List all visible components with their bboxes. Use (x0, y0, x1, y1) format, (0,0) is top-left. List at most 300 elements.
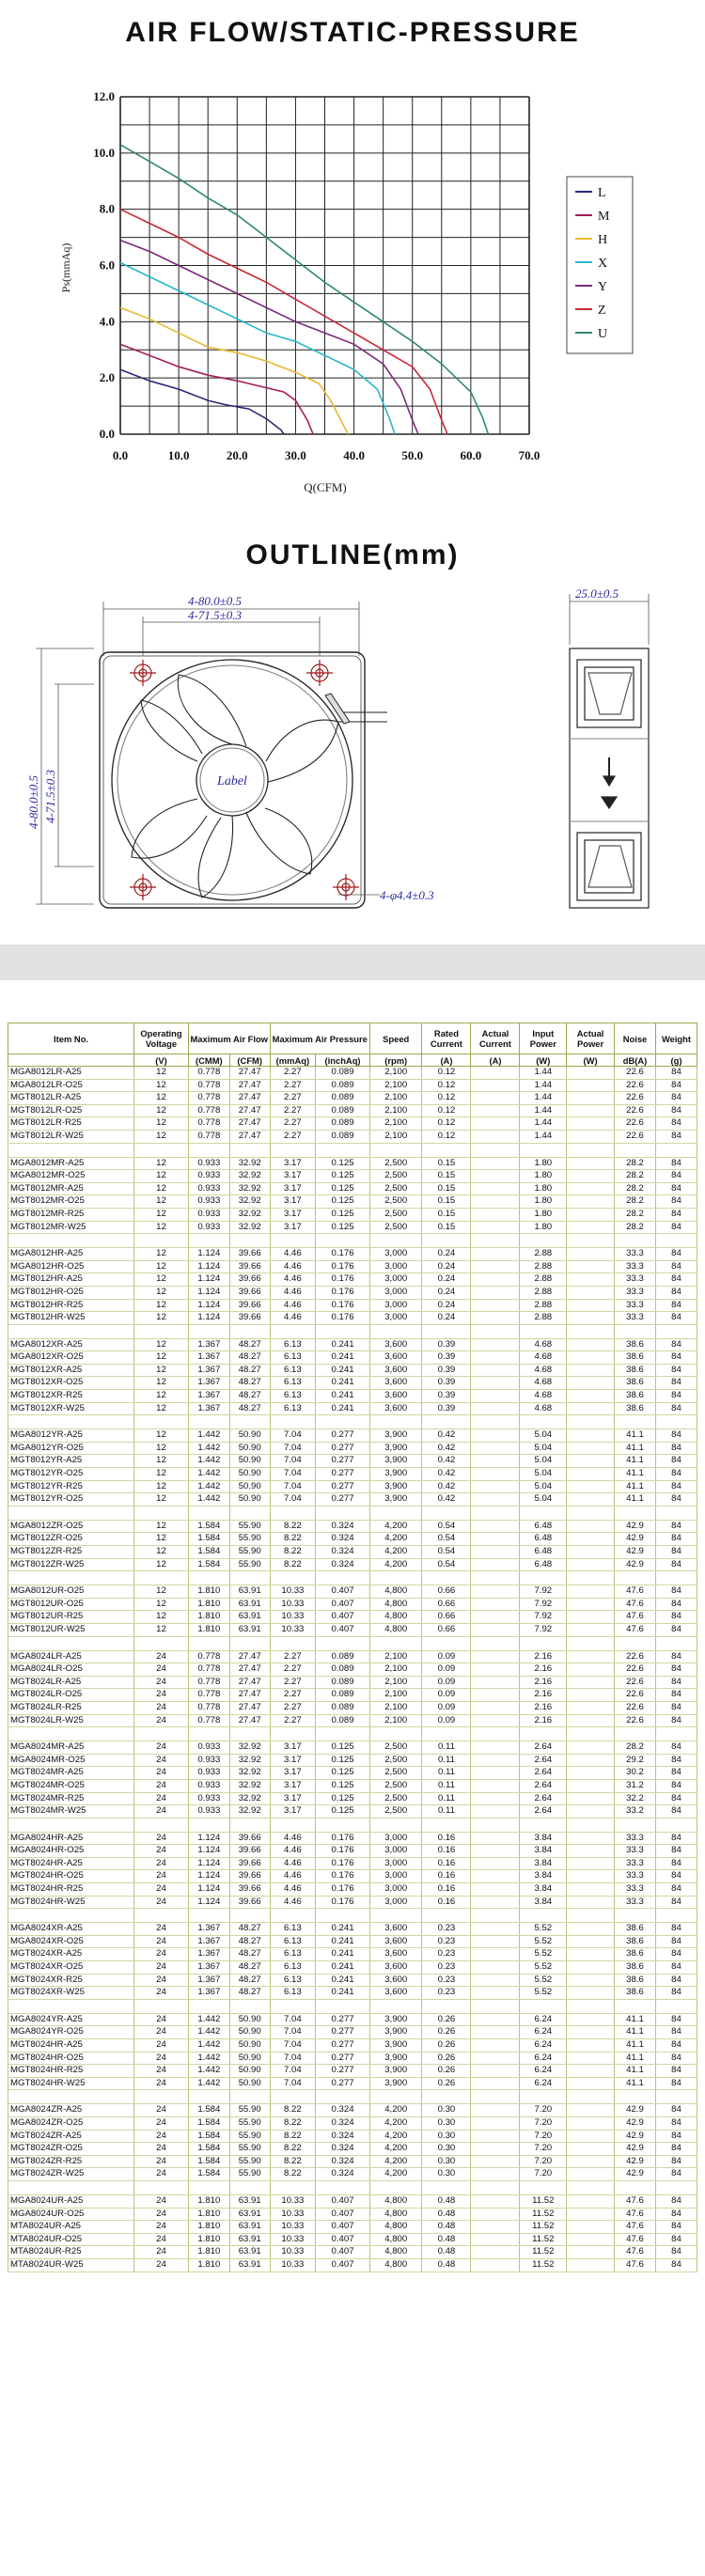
cell-speed: 2,500 (369, 1221, 421, 1234)
cell-rated-current: 0.15 (422, 1221, 471, 1234)
cell-rated-current: 0.12 (422, 1130, 471, 1143)
cell-rated-current: 0.26 (422, 2065, 471, 2078)
cell-inchaq: 0.125 (316, 1779, 370, 1792)
cell-mmaq: 8.22 (270, 2116, 316, 2130)
table-row (8, 1079, 697, 1092)
cell-speed: 3,900 (369, 2052, 421, 2065)
cell-voltage: 12 (134, 1585, 189, 1599)
cell-noise: 28.2 (615, 1221, 656, 1234)
cell-mmaq: 8.22 (270, 1533, 316, 1546)
th-air-flow: Maximum Air Flow (188, 1023, 270, 1054)
cell-cfm: 39.66 (229, 1248, 270, 1261)
x-tick-label: 10.0 (167, 448, 190, 462)
cell-mmaq: 3.17 (270, 1221, 316, 1234)
cell-inchaq: 0.089 (316, 1650, 370, 1663)
cell-actual-power (567, 2013, 615, 2026)
cell-cfm: 63.91 (229, 1585, 270, 1599)
dim-715-label: 4-71.5±0.3 (188, 608, 242, 622)
cell-weight: 84 (655, 1130, 697, 1143)
cell-speed: 2,500 (369, 1157, 421, 1170)
table-row (8, 1533, 697, 1546)
table-row (8, 1364, 697, 1377)
cell-speed: 2,100 (369, 1676, 421, 1689)
cell-noise: 38.6 (615, 1390, 656, 1403)
airflow-title: AIR FLOW/STATIC-PRESSURE (125, 17, 580, 48)
cell-voltage: 12 (134, 1558, 189, 1571)
cell-cmm: 0.933 (188, 1767, 229, 1780)
cell-item-no: MGA8024YR-A25 (8, 2013, 134, 2026)
cell-voltage: 24 (134, 1935, 189, 1948)
cell-actual-power (567, 1520, 615, 1533)
cell-mmaq: 4.46 (270, 1248, 316, 1261)
cell-actual-power (567, 1067, 615, 1080)
cell-rated-current: 0.09 (422, 1714, 471, 1727)
cell-item-no: MGT8024MR-R25 (8, 1792, 134, 1805)
cell-actual-power (567, 1299, 615, 1312)
cell-mmaq: 6.13 (270, 1402, 316, 1415)
cell-inchaq: 0.176 (316, 1896, 370, 1909)
cell-mmaq: 3.17 (270, 1170, 316, 1183)
cell-speed: 4,200 (369, 2143, 421, 2156)
cell-noise: 28.2 (615, 1208, 656, 1221)
table-row (8, 2168, 697, 2181)
cell-voltage: 24 (134, 1650, 189, 1663)
cell-weight: 84 (655, 1923, 697, 1936)
cell-weight: 84 (655, 1598, 697, 1611)
cell-mmaq: 3.17 (270, 1208, 316, 1221)
cell-cfm: 48.27 (229, 1923, 270, 1936)
cell-mmaq: 6.13 (270, 1974, 316, 1987)
cell-inchaq: 0.324 (316, 2116, 370, 2130)
cell-actual-power (567, 2258, 615, 2272)
cell-input-power: 7.92 (520, 1611, 567, 1624)
cell-input-power: 1.44 (520, 1117, 567, 1131)
cell-weight: 84 (655, 1832, 697, 1845)
cell-input-power: 4.68 (520, 1377, 567, 1390)
cell-noise: 41.1 (615, 2013, 656, 2026)
table-row (8, 1104, 697, 1117)
cell-rated-current: 0.23 (422, 1923, 471, 1936)
cell-mmaq: 7.04 (270, 2013, 316, 2026)
cell-mmaq: 3.17 (270, 1195, 316, 1209)
cell-voltage: 24 (134, 1961, 189, 1975)
cell-noise: 41.1 (615, 1480, 656, 1493)
table-row (8, 1558, 697, 1571)
cell-cmm: 1.584 (188, 2168, 229, 2181)
cell-mmaq: 10.33 (270, 1611, 316, 1624)
cell-rated-current: 0.12 (422, 1092, 471, 1105)
cell-rated-current: 0.23 (422, 1935, 471, 1948)
cell-noise: 22.6 (615, 1650, 656, 1663)
table-row (8, 2077, 697, 2090)
cell-voltage: 12 (134, 1429, 189, 1443)
cell-cmm: 0.778 (188, 1117, 229, 1131)
cell-voltage: 12 (134, 1402, 189, 1415)
cell-actual-current (471, 1546, 520, 1559)
cell-inchaq: 0.125 (316, 1182, 370, 1195)
table-row (8, 2246, 697, 2259)
cell-actual-power (567, 1208, 615, 1221)
cell-actual-power (567, 1754, 615, 1767)
chart-lines (120, 145, 489, 434)
cell-actual-current (471, 1779, 520, 1792)
cell-cfm: 63.91 (229, 2208, 270, 2221)
cell-weight: 84 (655, 1650, 697, 1663)
cell-item-no: MGT8012XR-R25 (8, 1390, 134, 1403)
cell-actual-current (471, 2130, 520, 2143)
cell-input-power: 6.48 (520, 1558, 567, 1571)
cell-actual-power (567, 2208, 615, 2221)
cell-input-power: 5.52 (520, 1948, 567, 1961)
cell-cfm: 39.66 (229, 1273, 270, 1287)
cell-input-power: 2.88 (520, 1312, 567, 1325)
cell-actual-power (567, 2221, 615, 2234)
spec-table (8, 1023, 697, 2272)
cell-speed: 4,200 (369, 1520, 421, 1533)
cell-mmaq: 7.04 (270, 2039, 316, 2053)
cell-input-power: 6.24 (520, 2013, 567, 2026)
cell-weight: 84 (655, 2233, 697, 2246)
cell-speed: 2,500 (369, 1779, 421, 1792)
cell-noise: 33.3 (615, 1832, 656, 1845)
table-row (8, 1805, 697, 1819)
cell-cmm: 1.367 (188, 1961, 229, 1975)
cell-actual-power (567, 1611, 615, 1624)
cell-cfm: 32.92 (229, 1754, 270, 1767)
cell-speed: 3,600 (369, 1390, 421, 1403)
cell-rated-current: 0.30 (422, 2130, 471, 2143)
cell-actual-power (567, 1961, 615, 1975)
cell-weight: 84 (655, 1312, 697, 1325)
cell-cmm: 1.442 (188, 2077, 229, 2090)
cell-cmm: 0.933 (188, 1805, 229, 1819)
cell-actual-power (567, 1312, 615, 1325)
cell-inchaq: 0.125 (316, 1157, 370, 1170)
cell-inchaq: 0.277 (316, 2013, 370, 2026)
table-row (8, 1883, 697, 1897)
cell-rated-current: 0.39 (422, 1377, 471, 1390)
cell-cmm: 1.584 (188, 2130, 229, 2143)
cell-actual-power (567, 1714, 615, 1727)
cell-voltage: 12 (134, 1468, 189, 1481)
cell-inchaq: 0.241 (316, 1377, 370, 1390)
cell-input-power: 11.52 (520, 2258, 567, 2272)
table-row (8, 1480, 697, 1493)
cell-item-no: MGA8024YR-O25 (8, 2026, 134, 2039)
cell-weight: 84 (655, 1689, 697, 1702)
cell-inchaq: 0.324 (316, 1558, 370, 1571)
cell-speed: 3,900 (369, 1493, 421, 1507)
cell-cmm: 1.367 (188, 1935, 229, 1948)
cell-weight: 84 (655, 2104, 697, 2117)
cell-cmm: 1.442 (188, 1455, 229, 1468)
cell-input-power: 5.52 (520, 1974, 567, 1987)
cell-mmaq: 7.04 (270, 1429, 316, 1443)
cell-actual-power (567, 1896, 615, 1909)
th-rated-current: Rated Current (422, 1023, 471, 1054)
cell-cmm: 0.778 (188, 1092, 229, 1105)
table-row (8, 1792, 697, 1805)
cell-cmm: 0.933 (188, 1208, 229, 1221)
th-air-pressure: Maximum Air Pressure (270, 1023, 369, 1054)
cell-item-no: MGT8012YR-R25 (8, 1480, 134, 1493)
cell-input-power: 2.88 (520, 1273, 567, 1287)
cell-mmaq: 10.33 (270, 2194, 316, 2208)
cell-cmm: 1.124 (188, 1286, 229, 1299)
cell-rated-current: 0.26 (422, 2026, 471, 2039)
cell-cfm: 27.47 (229, 1117, 270, 1131)
th-actual-power-unit: (W) (567, 1054, 615, 1067)
cell-input-power: 7.92 (520, 1585, 567, 1599)
cell-mmaq: 6.13 (270, 1935, 316, 1948)
cell-weight: 84 (655, 1221, 697, 1234)
cell-input-power: 3.84 (520, 1857, 567, 1870)
cell-speed: 3,900 (369, 1429, 421, 1443)
cell-inchaq: 0.125 (316, 1221, 370, 1234)
chart-ylabel: Ps(mmAq) (59, 242, 72, 293)
cell-cfm: 50.90 (229, 2039, 270, 2053)
cell-rated-current: 0.11 (422, 1741, 471, 1755)
table-row (8, 1611, 697, 1624)
cell-weight: 84 (655, 1092, 697, 1105)
cell-speed: 4,200 (369, 1533, 421, 1546)
cell-mmaq: 8.22 (270, 1520, 316, 1533)
cell-speed: 2,100 (369, 1663, 421, 1677)
cell-input-power: 1.44 (520, 1079, 567, 1092)
cell-speed: 4,200 (369, 2116, 421, 2130)
cell-rated-current: 0.48 (422, 2208, 471, 2221)
cell-actual-current (471, 1585, 520, 1599)
cell-noise: 22.6 (615, 1092, 656, 1105)
cell-cfm: 39.66 (229, 1260, 270, 1273)
cell-voltage: 12 (134, 1299, 189, 1312)
cell-weight: 84 (655, 1701, 697, 1714)
cell-noise: 41.1 (615, 2026, 656, 2039)
table-group-spacer (8, 1636, 697, 1650)
cell-weight: 84 (655, 1429, 697, 1443)
cell-actual-power (567, 1935, 615, 1948)
cell-cmm: 1.810 (188, 1623, 229, 1636)
cell-actual-current (471, 2208, 520, 2221)
cell-voltage: 24 (134, 2221, 189, 2234)
cell-mmaq: 6.13 (270, 1961, 316, 1975)
cell-item-no: MGT8024MR-O25 (8, 1779, 134, 1792)
cell-rated-current: 0.54 (422, 1558, 471, 1571)
cell-weight: 84 (655, 1299, 697, 1312)
cell-cfm: 63.91 (229, 2221, 270, 2234)
cell-input-power: 1.44 (520, 1130, 567, 1143)
cell-actual-current (471, 1974, 520, 1987)
cell-speed: 3,600 (369, 1351, 421, 1365)
cell-input-power: 5.52 (520, 1987, 567, 2000)
cell-cmm: 1.442 (188, 2039, 229, 2053)
cell-item-no: MGT8012MR-O25 (8, 1195, 134, 1209)
cell-cfm: 50.90 (229, 1429, 270, 1443)
cell-noise: 33.3 (615, 1896, 656, 1909)
cell-actual-current (471, 1429, 520, 1443)
table-row (8, 1767, 697, 1780)
cell-input-power: 1.80 (520, 1157, 567, 1170)
cell-actual-current (471, 1623, 520, 1636)
cell-actual-power (567, 1689, 615, 1702)
cell-voltage: 12 (134, 1533, 189, 1546)
cell-cmm: 1.442 (188, 1429, 229, 1443)
cell-cmm: 0.778 (188, 1689, 229, 1702)
cell-mmaq: 7.04 (270, 2065, 316, 2078)
cell-speed: 4,800 (369, 1611, 421, 1624)
cell-actual-current (471, 1792, 520, 1805)
cell-mmaq: 8.22 (270, 2143, 316, 2156)
cell-input-power: 6.24 (520, 2052, 567, 2065)
cell-actual-power (567, 1377, 615, 1390)
cell-cfm: 27.47 (229, 1067, 270, 1080)
cell-mmaq: 4.46 (270, 1896, 316, 1909)
cell-cfm: 48.27 (229, 1402, 270, 1415)
cell-noise: 42.9 (615, 1546, 656, 1559)
cell-input-power: 2.88 (520, 1248, 567, 1261)
cell-actual-current (471, 1663, 520, 1677)
x-tick-label: 70.0 (518, 448, 540, 462)
cell-inchaq: 0.125 (316, 1741, 370, 1755)
cell-voltage: 24 (134, 1896, 189, 1909)
cell-weight: 84 (655, 1067, 697, 1080)
cell-weight: 84 (655, 1468, 697, 1481)
cell-weight: 84 (655, 2026, 697, 2039)
cell-item-no: MGT8012YR-O25 (8, 1468, 134, 1481)
cell-noise: 22.6 (615, 1104, 656, 1117)
cell-actual-current (471, 1611, 520, 1624)
cell-speed: 3,000 (369, 1832, 421, 1845)
cell-input-power: 2.64 (520, 1741, 567, 1755)
cell-item-no: MGT8012UR-W25 (8, 1623, 134, 1636)
cell-item-no: MGA8012LR-O25 (8, 1079, 134, 1092)
cell-inchaq: 0.089 (316, 1689, 370, 1702)
cell-mmaq: 4.46 (270, 1870, 316, 1883)
table-row (8, 1520, 697, 1533)
cell-voltage: 24 (134, 2246, 189, 2259)
cell-input-power: 1.80 (520, 1182, 567, 1195)
cell-cmm: 1.810 (188, 2246, 229, 2259)
cell-noise: 22.6 (615, 1676, 656, 1689)
cell-cfm: 27.47 (229, 1130, 270, 1143)
cell-actual-power (567, 1455, 615, 1468)
cell-weight: 84 (655, 1792, 697, 1805)
cell-weight: 84 (655, 1195, 697, 1209)
cell-inchaq: 0.176 (316, 1273, 370, 1287)
cell-mmaq: 6.13 (270, 1390, 316, 1403)
cell-actual-current (471, 1714, 520, 1727)
y-tick-label: 0.0 (99, 427, 115, 441)
cell-speed: 2,100 (369, 1701, 421, 1714)
cell-inchaq: 0.241 (316, 1364, 370, 1377)
cell-item-no: MGT8012UR-R25 (8, 1611, 134, 1624)
cell-mmaq: 3.17 (270, 1754, 316, 1767)
cell-mmaq: 4.46 (270, 1286, 316, 1299)
cell-cmm: 0.933 (188, 1754, 229, 1767)
cell-noise: 22.6 (615, 1130, 656, 1143)
th-mmaq-unit: (mmAq) (270, 1054, 316, 1067)
hole-dim-label: 4-φ4.4±0.3 (380, 888, 434, 902)
cell-item-no: MGT8024LR-A25 (8, 1676, 134, 1689)
cell-actual-power (567, 1221, 615, 1234)
cell-cfm: 48.27 (229, 1987, 270, 2000)
cell-speed: 3,600 (369, 1923, 421, 1936)
legend-label: L (598, 186, 606, 200)
cell-weight: 84 (655, 2116, 697, 2130)
cell-cmm: 1.810 (188, 2194, 229, 2208)
cell-cfm: 63.91 (229, 2233, 270, 2246)
cell-mmaq: 4.46 (270, 1312, 316, 1325)
cell-speed: 3,000 (369, 1845, 421, 1858)
cell-actual-current (471, 1208, 520, 1221)
cell-cmm: 1.124 (188, 1870, 229, 1883)
cell-speed: 2,500 (369, 1754, 421, 1767)
cell-cfm: 27.47 (229, 1689, 270, 1702)
cell-speed: 3,000 (369, 1857, 421, 1870)
cell-mmaq: 2.27 (270, 1676, 316, 1689)
cell-speed: 3,900 (369, 1480, 421, 1493)
th-actual-current-unit: (A) (471, 1054, 520, 1067)
cell-inchaq: 0.089 (316, 1117, 370, 1131)
cell-weight: 84 (655, 2168, 697, 2181)
cell-speed: 2,100 (369, 1067, 421, 1080)
cell-mmaq: 8.22 (270, 1546, 316, 1559)
cell-input-power: 6.24 (520, 2077, 567, 2090)
cell-inchaq: 0.125 (316, 1195, 370, 1209)
cell-input-power: 6.48 (520, 1546, 567, 1559)
cell-actual-current (471, 1558, 520, 1571)
cell-noise: 41.1 (615, 2052, 656, 2065)
cell-actual-current (471, 1157, 520, 1170)
cell-rated-current: 0.66 (422, 1585, 471, 1599)
cell-actual-current (471, 1390, 520, 1403)
cell-item-no: MGA8024HR-A25 (8, 1832, 134, 1845)
cell-cmm: 0.778 (188, 1067, 229, 1080)
cell-voltage: 24 (134, 2233, 189, 2246)
cell-item-no: MGT8024ZR-W25 (8, 2168, 134, 2181)
cell-noise: 42.9 (615, 2104, 656, 2117)
cell-cfm: 63.91 (229, 2194, 270, 2208)
cell-speed: 3,000 (369, 1883, 421, 1897)
cell-inchaq: 0.277 (316, 1455, 370, 1468)
cell-weight: 84 (655, 1805, 697, 1819)
cell-actual-current (471, 1883, 520, 1897)
cell-voltage: 24 (134, 1948, 189, 1961)
cell-noise: 22.6 (615, 1701, 656, 1714)
cell-rated-current: 0.42 (422, 1468, 471, 1481)
cell-input-power: 1.80 (520, 1195, 567, 1209)
cell-noise: 22.6 (615, 1067, 656, 1080)
cell-speed: 3,600 (369, 1364, 421, 1377)
cell-inchaq: 0.089 (316, 1714, 370, 1727)
cell-input-power: 7.20 (520, 2104, 567, 2117)
cell-cmm: 1.442 (188, 2013, 229, 2026)
cell-actual-power (567, 1857, 615, 1870)
outline-drawing (0, 573, 705, 949)
cell-rated-current: 0.23 (422, 1948, 471, 1961)
legend-label: Z (598, 304, 606, 318)
cell-speed: 4,800 (369, 2258, 421, 2272)
cell-actual-power (567, 1767, 615, 1780)
table-row (8, 1067, 697, 1080)
cell-noise: 33.3 (615, 1312, 656, 1325)
cell-rated-current: 0.48 (422, 2194, 471, 2208)
cell-noise: 38.6 (615, 1364, 656, 1377)
cell-actual-current (471, 1312, 520, 1325)
cell-cfm: 48.27 (229, 1338, 270, 1351)
cell-rated-current: 0.26 (422, 2077, 471, 2090)
cell-actual-current (471, 1182, 520, 1195)
